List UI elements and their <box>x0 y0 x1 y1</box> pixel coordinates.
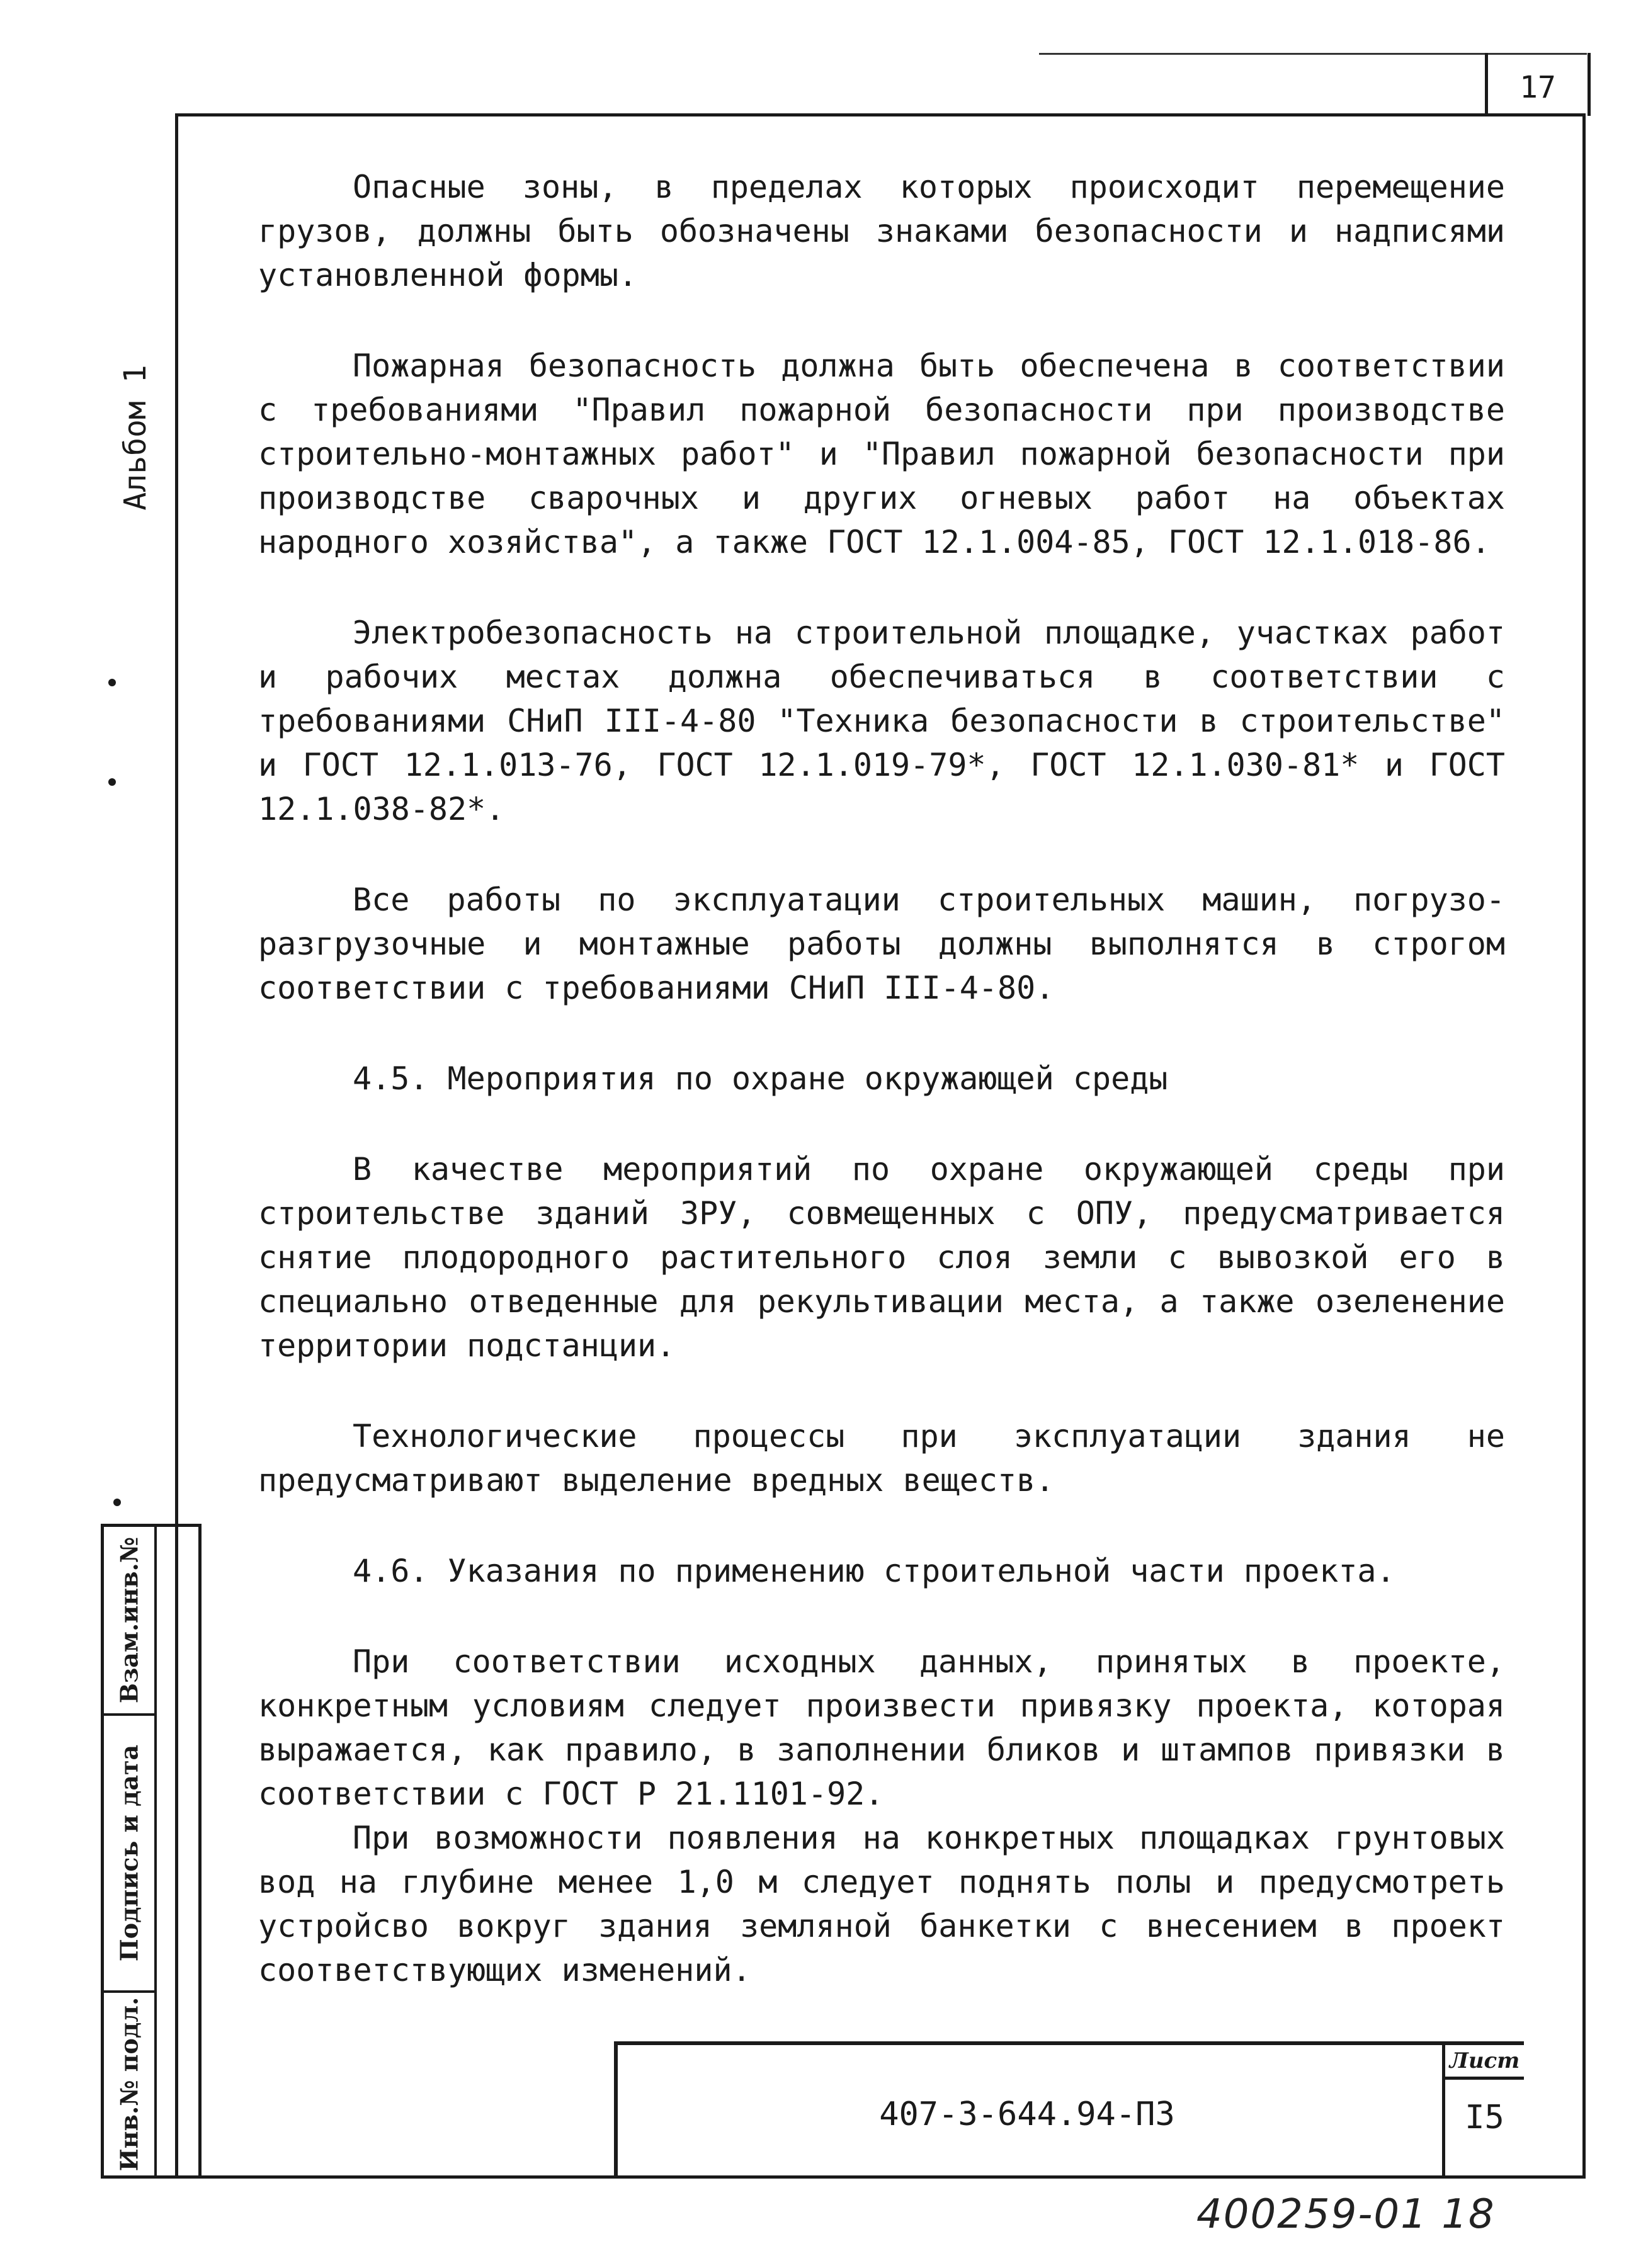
paragraph-groundwater: При возможности появления на конкретных площадках грунтовых вод на глубине менее 1,0 м следует поднять полы и предусмотреть устройсво вокруг здания земляной банкетки с внесением в проект соответствующих изменений. <box>258 1820 1505 1988</box>
paragraph-binding: При соответствии исходных данных, принятых в проекте, конкретным условиям следует произвести привязку проекта, которая выражается, как правило, в заполнении бликов и штампов привязки в соответствии с ГОСТ Р 21.1101-92. <box>258 1643 1505 1812</box>
stamp-replaced-inv: Взам.инв.№ <box>104 1527 154 1716</box>
margin-dot <box>113 1499 121 1506</box>
sheet-box <box>1442 2045 1524 2179</box>
album-label: Альбом 1 <box>118 365 153 511</box>
paragraph-machinery: Все работы по эксплуатации строительных машин, погрузо-разгрузочные и монтажные работы должны выполнятся в строгом соответствии с требованиями СНиП III-4-80. <box>258 882 1505 1006</box>
margin-dot <box>108 679 116 686</box>
sheet-number: I5 <box>1465 2099 1504 2136</box>
document-code: 407-3-644.94-ПЗ <box>879 2095 1175 2133</box>
paragraph-environment: В качестве мероприятий по охране окружающей среды при строительстве зданий ЗРУ, совмещенных с ОПУ, предусматривается снятие плодородного растительного слоя земли с вывозкой его в специально отведенные для рекультивации места, а также озеленение территории подстанции. <box>258 1151 1505 1364</box>
title-block <box>614 2041 1524 2179</box>
margin-dot <box>108 778 116 786</box>
paragraph-hazard-zones: Опасные зоны, в пределах которых происходит перемещение грузов, должны быть обозначены знаками безопасности и надписями установленной формы. <box>258 169 1505 293</box>
section-heading-4-6: 4.6. Указания по применению строительной части проекта. <box>353 1553 1395 1589</box>
section-heading-4-5: 4.5. Мероприятия по охране окружающей среды <box>353 1060 1168 1097</box>
stamp-signature-date: Подпись и дата <box>104 1716 154 1993</box>
paragraph-fire-safety: Пожарная безопасность должна быть обеспечена в соответствии с требованиями "Правил пожарной безопасности при производстве строительно-монтажных работ" и "Правил пожарной безопасности при производстве сварочных и других огневых работ на объектах народного хозяйства", а также ГОСТ 12.1.004-85, ГОСТ 12.1.018-86. <box>258 348 1505 560</box>
stamp-block <box>101 1524 202 2179</box>
paragraph-electrical-safety: Электробезопасность на строительной площадке, участках работ и рабочих местах должна обеспечиваться в соответствии с требованиями СНиП III-4-80 "Техника безопасности в строительстве" и ГОСТ 12.1.013-76, ГОСТ 12.1.019-79*, ГОСТ 12.1.030-81* и ГОСТ 12.1.038-82*. <box>258 615 1505 827</box>
paragraph-technological-processes: Технологические процессы при эксплуатации здания не предусматривают выделение вредных веществ. <box>258 1418 1505 1499</box>
stamp-inv-no: Инв.№ подл. <box>115 1997 144 2172</box>
sheet-label: Лист <box>1445 2045 1524 2080</box>
page-number: 17 <box>1485 53 1591 116</box>
handwritten-archive-code: 400259-01 18 <box>1196 2191 1496 2238</box>
document-body <box>258 165 1505 2039</box>
